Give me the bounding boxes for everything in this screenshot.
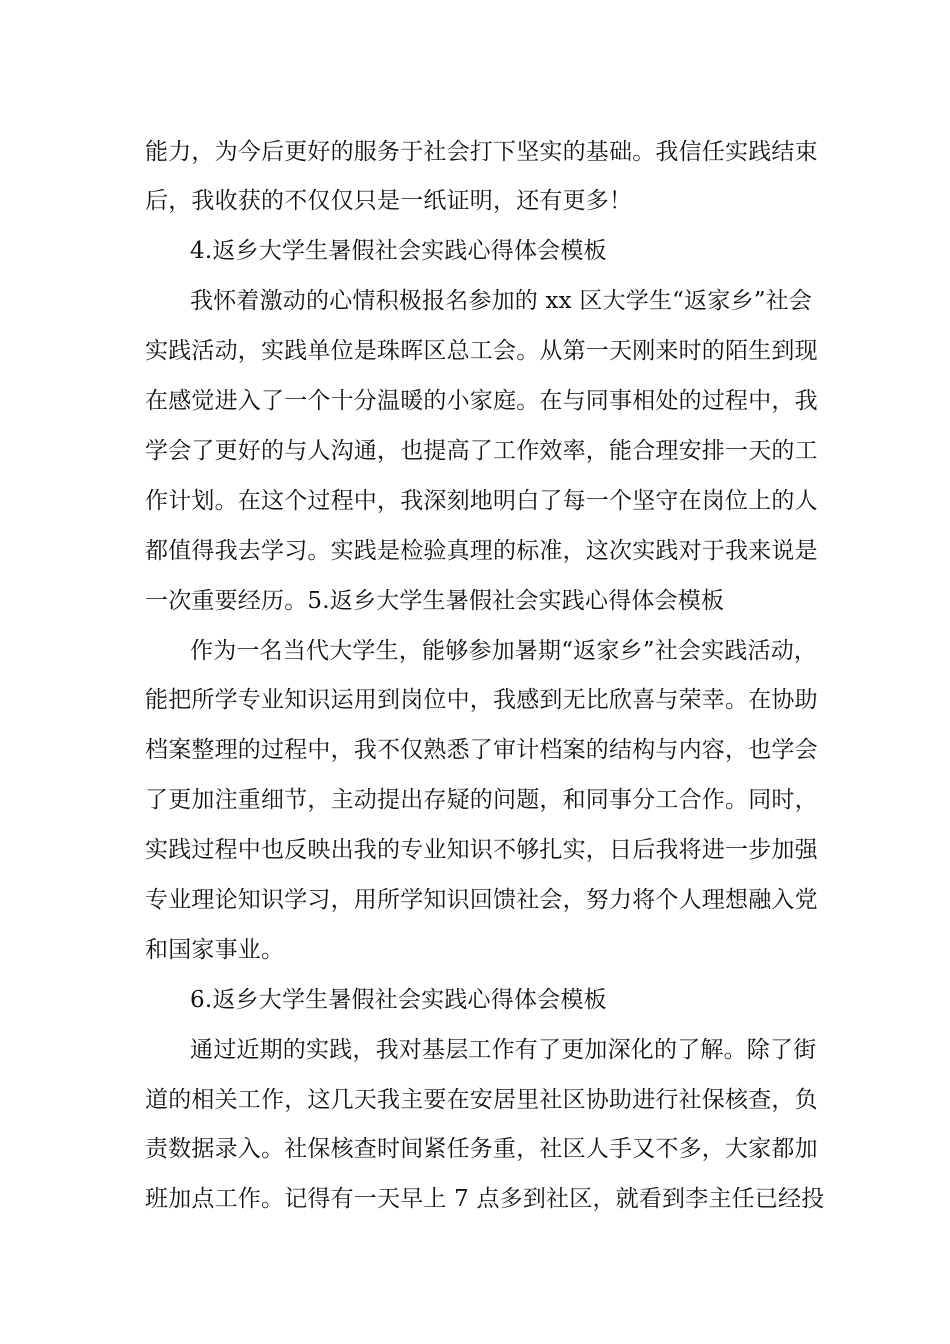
text-line: 和国家事业。 bbox=[145, 937, 285, 963]
text-line: 一次重要经历。5.返乡大学生暑假社会实践心得体会模板 bbox=[145, 588, 725, 614]
text-line: 实践活动，实践单位是珠晖区总工会。从第一天刚来时的陌生到现 bbox=[145, 338, 818, 364]
text-line: 能力，为今后更好的服务于社会打下坚实的基础。我信任实践结束 bbox=[145, 139, 818, 165]
text-line: 了更加注重细节，主动提出存疑的问题，和同事分工合作。同时， bbox=[145, 787, 818, 813]
text-line: 作计划。在这个过程中，我深刻地明白了每一个坚守在岗位上的人 bbox=[145, 488, 818, 514]
paragraph-start: 作为一名当代大学生，能够参加暑期“返家乡”社会实践活动， bbox=[190, 638, 818, 664]
section-heading-6: 6.返乡大学生暑假社会实践心得体会模板 bbox=[190, 987, 607, 1013]
text-line: 档案整理的过程中，我不仅熟悉了审计档案的结构与内容，也学会 bbox=[145, 737, 818, 763]
text-line: 专业理论知识学习，用所学知识回馈社会，努力将个人理想融入党 bbox=[145, 887, 818, 913]
text-line: 道的相关工作，这几天我主要在安居里社区协助进行社保核查，负 bbox=[145, 1087, 818, 1113]
paragraph-start: 通过近期的实践，我对基层工作有了更加深化的了解。除了街 bbox=[190, 1037, 817, 1063]
text-line: 后，我收获的不仅仅只是一纸证明，还有更多！ bbox=[145, 188, 633, 214]
text-line: 实践过程中也反映出我的专业知识不够扎实，日后我将进一步加强 bbox=[145, 837, 818, 863]
text-line: 能把所学专业知识运用到岗位中，我感到无比欣喜与荣幸。在协助 bbox=[145, 687, 818, 713]
text-line: 班加点工作。记得有一天早上 7 点多到社区，就看到李主任已经投 bbox=[145, 1186, 825, 1212]
section-heading-4: 4.返乡大学生暑假社会实践心得体会模板 bbox=[190, 238, 607, 264]
text-line: 都值得我去学习。实践是检验真理的标准，这次实践对于我来说是 bbox=[145, 538, 818, 564]
text-line: 学会了更好的与人沟通，也提高了工作效率，能合理安排一天的工 bbox=[145, 438, 818, 464]
text-line: 责数据录入。社保核查时间紧任务重，社区人手又不多，大家都加 bbox=[145, 1136, 818, 1162]
paragraph-start: 我怀着激动的心情积极报名参加的 xx 区大学生“返家乡”社会 bbox=[190, 288, 813, 314]
text-line: 在感觉进入了一个十分温暖的小家庭。在与同事相处的过程中，我 bbox=[145, 388, 818, 414]
